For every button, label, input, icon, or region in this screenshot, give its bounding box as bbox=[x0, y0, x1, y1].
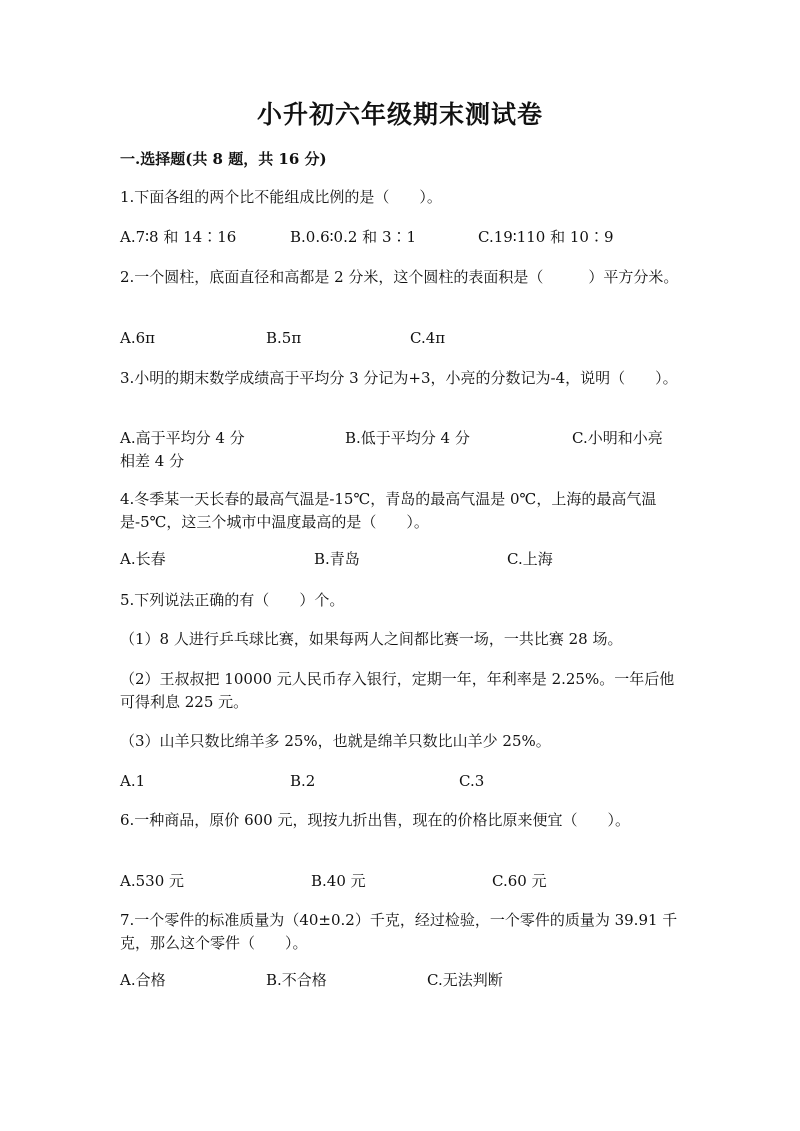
question-3: 3.小明的期末数学成绩高于平均分 3 分记为+3，小亮的分数记为-4，说明（ ）。 bbox=[120, 369, 678, 387]
q2-option-c: C.4π bbox=[410, 329, 446, 347]
question-1: 1.下面各组的两个比不能组成比例的是（ ）。 bbox=[120, 188, 442, 206]
q7-option-c: C.无法判断 bbox=[427, 971, 503, 989]
q5-statement-2: （2）王叔叔把 10000 元人民币存入银行，定期一年，年利率是 2.25%。一年后他可得利息 225 元。 bbox=[120, 670, 675, 711]
q5-option-b: B.2 bbox=[290, 772, 316, 790]
q7-option-a: A.合格 bbox=[120, 971, 166, 989]
q3-option-a: A.高于平均分 4 分 bbox=[120, 429, 245, 447]
q5-statement-1: （1）8 人进行乒乓球比赛，如果每两人之间都比赛一场，一共比赛 28 场。 bbox=[120, 630, 623, 648]
q2-option-a: A.6π bbox=[120, 329, 156, 347]
question-2: 2.一个圆柱，底面直径和高都是 2 分米，这个圆柱的表面积是（ ）平方分米。 bbox=[120, 268, 679, 286]
question-6: 6.一种商品，原价 600 元，现按九折出售，现在的价格比原来便宜（ ）。 bbox=[120, 811, 630, 829]
q3-option-c: C.小明和小亮 bbox=[572, 429, 663, 447]
q1-option-c: C.19∶110 和 10∶9 bbox=[478, 228, 614, 246]
section-heading: 一.选择题(共 8 题，共 16 分) bbox=[120, 150, 327, 168]
q6-option-c: C.60 元 bbox=[492, 872, 547, 890]
q3-option-b: B.低于平均分 4 分 bbox=[345, 429, 470, 447]
q4-option-b: B.青岛 bbox=[314, 550, 360, 568]
q5-option-c: C.3 bbox=[459, 772, 485, 790]
page-title: 小升初六年级期末测试卷 bbox=[256, 100, 543, 129]
question-4: 4.冬季某一天长春的最高气温是-15℃，青岛的最高气温是 0℃，上海的最高气温是-5℃，这三个城市中温度最高的是（ ）。 bbox=[120, 490, 657, 531]
q4-option-a: A.长春 bbox=[120, 550, 166, 568]
q7-option-b: B.不合格 bbox=[266, 971, 327, 989]
q5-option-a: A.1 bbox=[120, 772, 146, 790]
question-5: 5.下列说法正确的有（ ）个。 bbox=[120, 591, 345, 609]
q2-option-b: B.5π bbox=[266, 329, 302, 347]
q4-option-c: C.上海 bbox=[507, 550, 553, 568]
q6-option-a: A.530 元 bbox=[120, 872, 184, 890]
q6-option-b: B.40 元 bbox=[311, 872, 366, 890]
q3-option-c-continued: 相差 4 分 bbox=[120, 452, 185, 470]
question-7: 7.一个零件的标准质量为（40±0.2）千克，经过检验，一个零件的质量为 39.91 千克，那么这个零件（ ）。 bbox=[120, 911, 678, 952]
q1-option-b: B.0.6∶0.2 和 3∶1 bbox=[290, 228, 417, 246]
q5-statement-3: （3）山羊只数比绵羊多 25%，也就是绵羊只数比山羊少 25%。 bbox=[120, 732, 551, 750]
q1-option-a: A.7∶8 和 14∶16 bbox=[120, 228, 237, 246]
